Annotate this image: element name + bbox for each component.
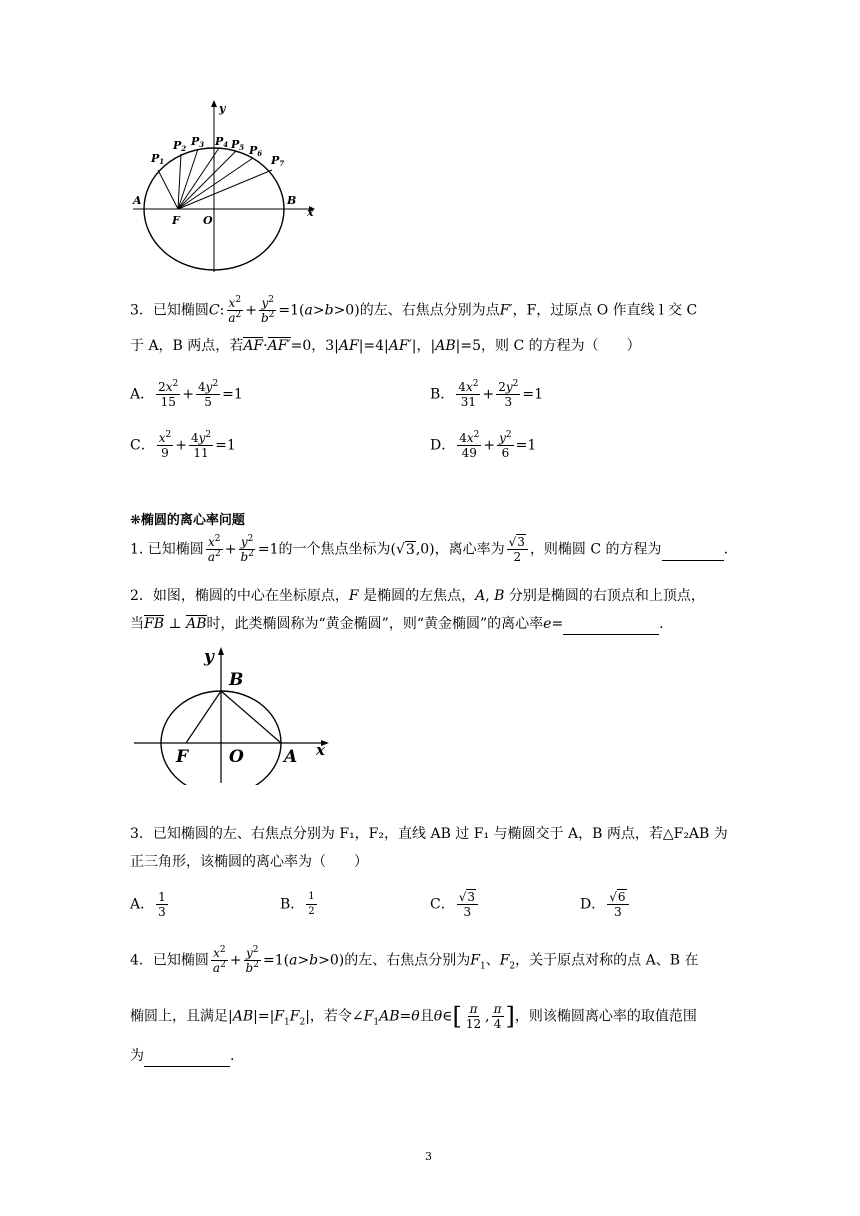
q3a-line2: 于 A，B 两点，若AF·AF′=0，3|AF|=4|AF′|，|AB|=5，则 C 的方程为（ ） — [130, 338, 641, 354]
q2-answer-blank[interactable] — [563, 614, 659, 635]
q4-answer-blank[interactable] — [144, 1046, 230, 1067]
fig1-label-P4: P4 — [215, 135, 229, 149]
fig2-label-F: F — [176, 747, 189, 767]
fig2-label-y: y — [204, 647, 214, 667]
fig1-label-P1: P1 — [151, 152, 165, 166]
q3a-option-c[interactable]: C． $\frac{x^2}{9}$ + $\frac{4y^2}{11}$ =1 — [130, 430, 236, 460]
fig2-label-B: B — [229, 670, 244, 690]
page-number: 3 — [425, 1150, 432, 1163]
fig1-label-B: B — [287, 194, 297, 207]
q1-line: 1. 已知椭圆 $\frac{x^2}{a^2}$ + $\frac{y^2}{b^2}$ =1的一个焦点坐标为(√3,0)，离心率为 $\frac{√3}{2}$ ，则椭圆 C 的方程为 . — [130, 534, 729, 564]
fig1-label-P3: P3 — [191, 135, 205, 149]
q3b-option-d[interactable]: D． $\frac{√6}{3}$ — [580, 890, 631, 919]
figure-golden-ellipse — [130, 645, 335, 785]
fig1-label-O: O — [203, 214, 213, 227]
fig2-label-A: A — [284, 747, 298, 767]
q3b-line2: 正三角形，该椭圆的离心率为（ ） — [130, 854, 368, 870]
q4-line2: 椭圆上，且满足$|AB|=|F_1F_2|$，若令$\angle F_1AB=\theta$且θ∈[ $\frac{\pi}{12}$ , $\frac{\pi}{4}$ ]，则该椭圆离心率的取值范围 — [130, 1002, 697, 1031]
section-title: ❋椭圆的离心率问题 — [130, 513, 245, 528]
q3a-option-d[interactable]: D． $\frac{4x^2}{49}$ + $\frac{y^2}{6}$ =1 — [430, 430, 537, 460]
q3a-option-a[interactable]: A． $\frac{2x^2}{15}$ + $\frac{4y^2}{5}$ =1 — [130, 379, 243, 409]
fig2-label-x: x — [316, 741, 325, 759]
q4-line1: 4．已知椭圆 $\frac{x^2}{a^2}$ + $\frac{y^2}{b^2}$ =1(a>b>0)的左、右焦点分别为$F_1$、$F_2$，关于原点对称的点 A、B 在 — [130, 945, 699, 975]
q3b-option-c[interactable]: C． $\frac{√3}{3}$ — [430, 890, 480, 919]
fig1-label-P5: P5 — [231, 138, 245, 152]
fig1-label-P2: P2 — [173, 139, 187, 153]
fig1-label-x: x — [307, 206, 314, 219]
q3b-option-a[interactable]: A． $\frac{1}{3}$ — [130, 890, 166, 919]
fig1-label-y: y — [219, 102, 226, 115]
fig1-label-F: F — [172, 214, 180, 227]
focal-rays — [158, 148, 272, 209]
q1-answer-blank[interactable] — [662, 540, 724, 561]
fig1-label-P7: P7 — [271, 154, 285, 168]
q4-line3: 为 . — [130, 1046, 234, 1067]
figure-ellipse-rays — [125, 98, 325, 276]
q2-line2: 当FB ⊥ AB时，此类椭圆称为“黄金椭圆”，则“黄金椭圆”的离心率e= . — [130, 614, 664, 635]
fig2-label-O: O — [229, 747, 244, 767]
fig1-label-A: A — [133, 194, 142, 207]
q3b-line1: 3．已知椭圆的左、右焦点分别为 F₁，F₂，直线 AB 过 F₁ 与椭圆交于 A，B 两点，若△F₂AB 为 — [130, 826, 728, 842]
q3b-option-b[interactable]: B． $\frac{1}{2}$ — [280, 891, 315, 917]
q3a-line1: 3．已知椭圆C: $\frac{x^2}{a^2}$ + $\frac{y^2}{b^2}$ =1(a>b>0)的左、右焦点分别为点F′，F，过原点 O 作直线 l 交 C — [130, 295, 698, 325]
q3a-option-b[interactable]: B． $\frac{4x^2}{31}$ + $\frac{2y^2}{3}$ =1 — [430, 379, 543, 409]
fig1-label-P6: P6 — [249, 144, 263, 158]
q2-line1: 2．如图，椭圆的中心在坐标原点，F 是椭圆的左焦点，A, B 分别是椭圆的右顶点和上顶点， — [130, 588, 705, 604]
